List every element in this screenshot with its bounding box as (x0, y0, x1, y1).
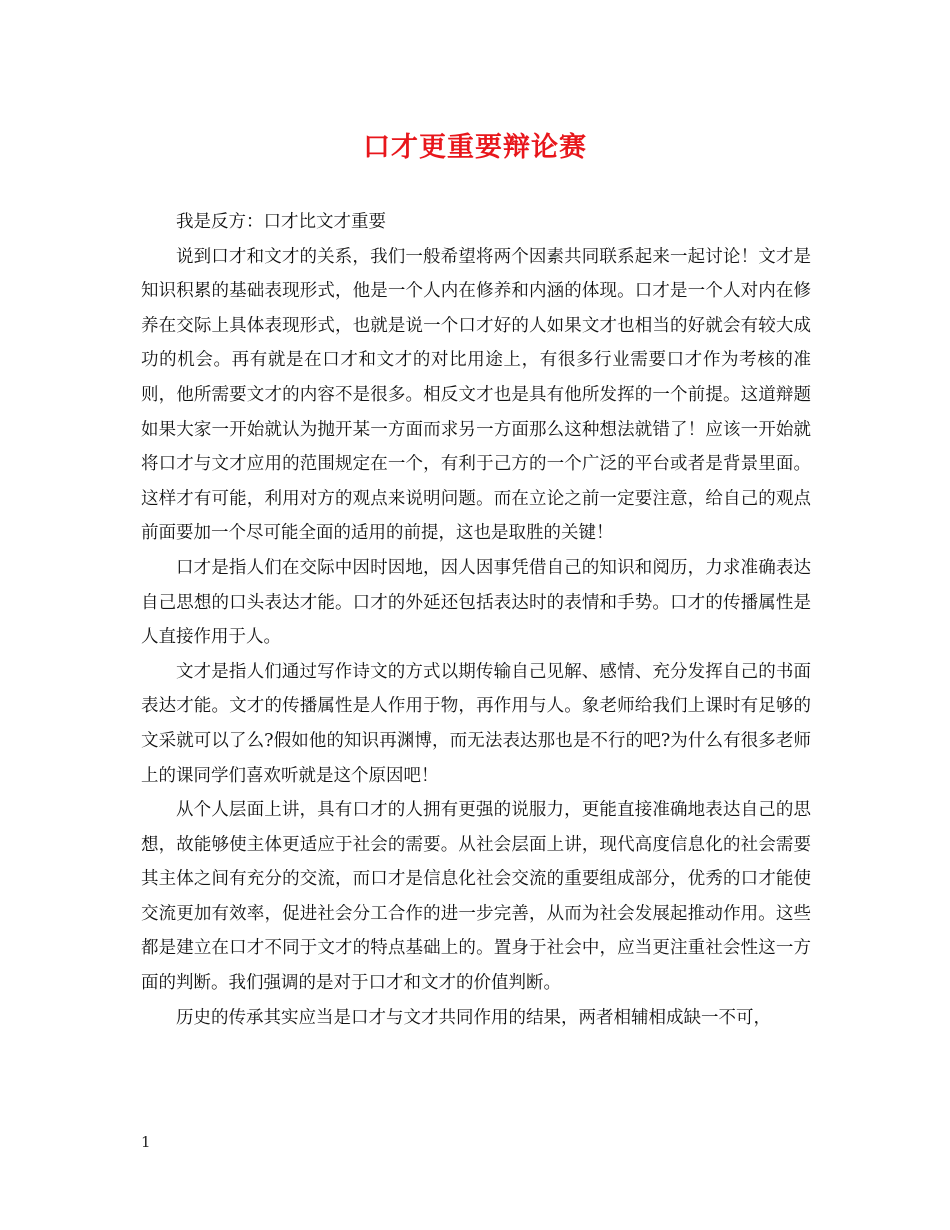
page-number: 1 (141, 1133, 151, 1151)
document-body (141, 205, 811, 1035)
paragraph-stance: 我是反方：口才比文才重要 (176, 212, 386, 232)
document-title: 口才更重要辩论赛 (363, 132, 587, 163)
paragraph: 文才是指人们通过写作诗文的方式以期传输自己见解、感情、充分发挥自己的书面表达才能。文才的传播属性是人作用于物，再作用与人。象老师给我们上课时有足够的文采就可以了么?假如他的知识再渊博，而无法表达那也是不行的吧?为什么有很多老师上的课同学们喜欢听就是这个原因吧！ (141, 661, 811, 786)
paragraph: 口才是指人们在交际中因时因地，因人因事凭借自己的知识和阅历，力求准确表达自己思想的口头表达才能。口才的外延还包括表达时的表情和手势。口才的传播属性是人直接作用于人。 (141, 557, 811, 648)
paragraph: 历史的传承其实应当是口才与文才共同作用的结果，两者相辅相成缺一不可， (176, 1007, 771, 1028)
paragraph: 说到口才和文才的关系，我们一般希望将两个因素共同联系起来一起讨论！文才是知识积累的基础表现形式，他是一个人内在修养和内涵的体现。口才是一个人对内在修养在交际上具体表现形式，也就是说一个口才好的人如果文才也相当的好就会有较大成功的机会。再有就是在口才和文才的对比用途上，有很多行业需要口才作为考核的准则，他所需要文才的内容不是很多。相反文才也是具有他所发挥的一个前提。这道辩题如果大家一开始就认为抛开某一方面而求另一方面那么这种想法就错了！应该一开始就将口才与文才应用的范围规定在一个，有利于己方的一个广泛的平台或者是背景里面。这样才有可能，利用对方的观点来说明问题。而在立论之前一定要注意，给自己的观点前面要加一个尽可能全面的适用的前提，这也是取胜的关键！ (141, 246, 811, 544)
paragraph: 从个人层面上讲，具有口才的人拥有更强的说服力，更能直接准确地表达自己的思想，故能够使主体更适应于社会的需要。从社会层面上讲，现代高度信息化的社会需要其主体之间有充分的交流，而口才是信息化社会交流的重要组成部分，优秀的口才能使交流更加有效率，促进社会分工合作的进一步完善，从而为社会发展起推动作用。这些都是建立在口才不同于文才的特点基础上的。置身于社会中，应当更注重社会性这一方面的判断。我们强调的是对于口才和文才的价值判断。 (141, 800, 811, 994)
